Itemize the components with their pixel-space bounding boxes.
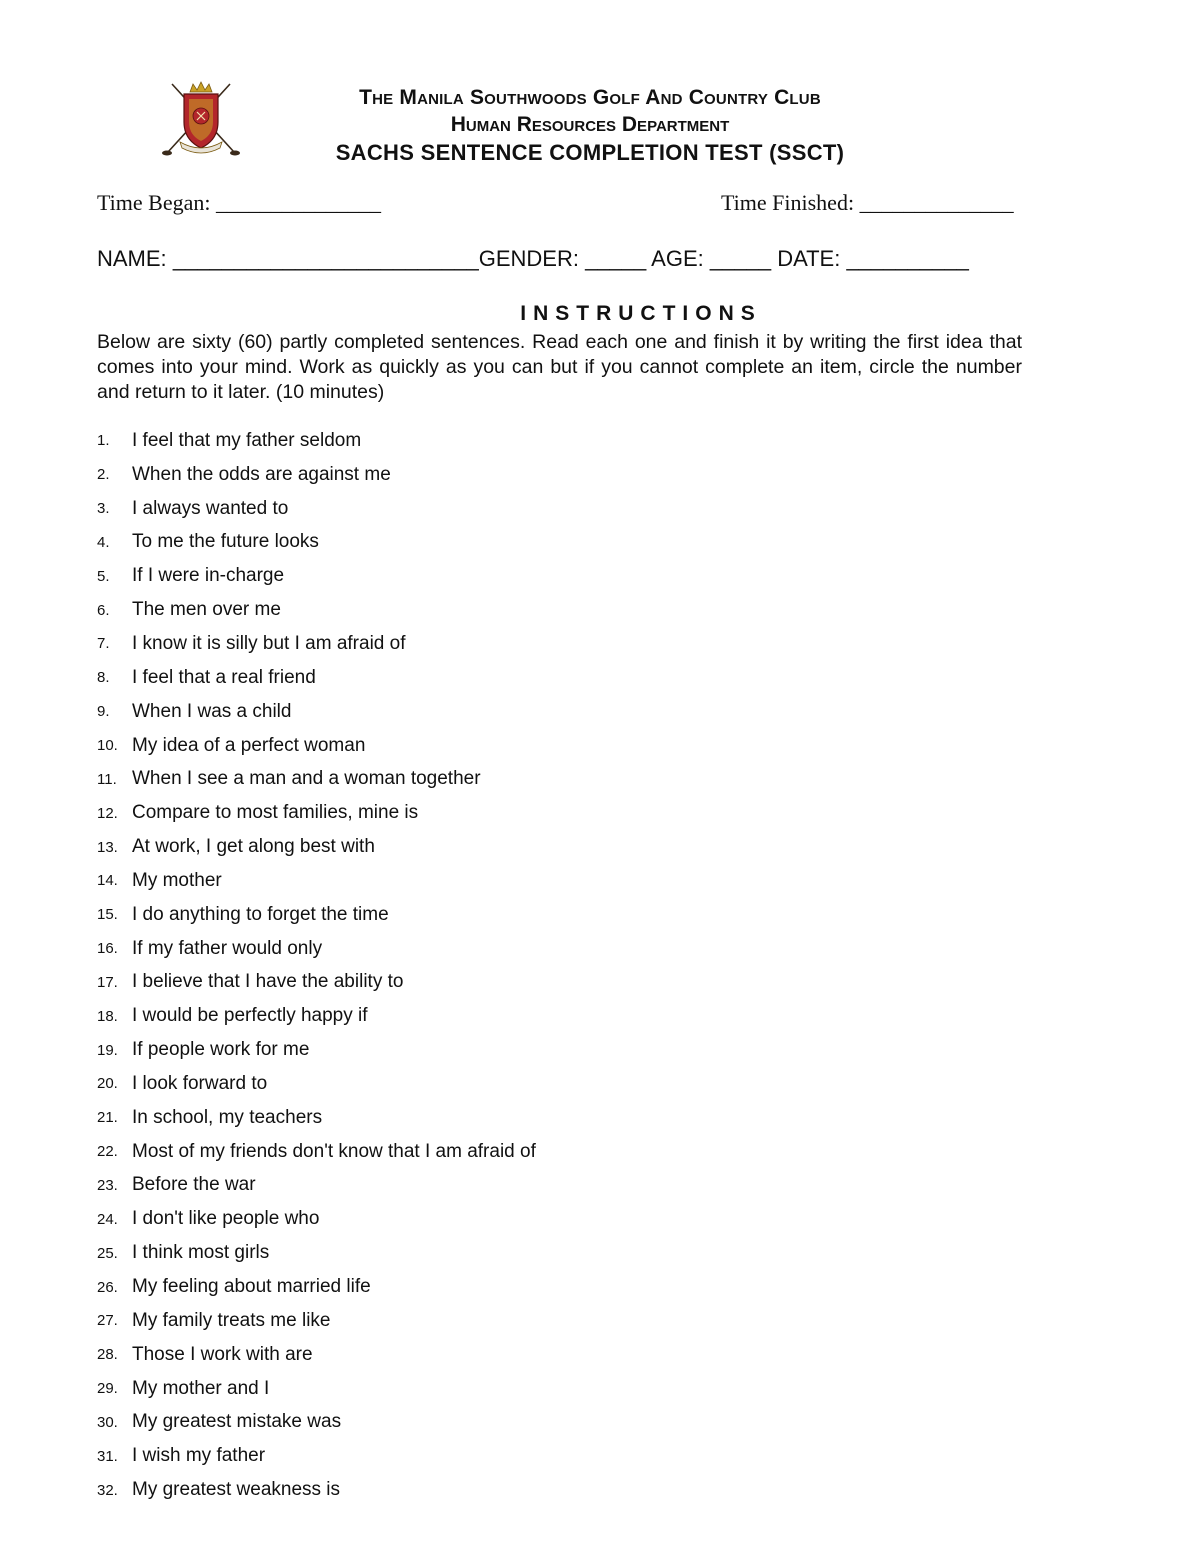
age-label: AGE:	[651, 246, 704, 271]
item-text: My greatest weakness is	[132, 1479, 341, 1501]
item-number: 32.	[97, 1481, 118, 1499]
item-text: I think most girls	[132, 1242, 270, 1264]
item-number: 3.	[97, 500, 110, 518]
item-text: My idea of a perfect woman	[132, 734, 366, 756]
item-number: 7.	[97, 635, 110, 653]
item-number: 18.	[97, 1007, 118, 1025]
item-text: I feel that a real friend	[132, 666, 316, 688]
instructions-title: INSTRUCTIONS	[520, 302, 762, 325]
item-number: 23.	[97, 1176, 118, 1194]
instructions-body: Below are sixty (60) partly completed sentences. Read each one and finish it by writing the first idea that comes into your mind. Work as quickly as you can but if you cannot complete an item, circle the number and return to it later. (10 minutes)	[97, 331, 1022, 403]
item-number: 31.	[97, 1447, 118, 1465]
item-text: I look forward to	[132, 1072, 268, 1094]
sentence-item[interactable]	[97, 762, 997, 796]
sentence-item[interactable]	[97, 1372, 997, 1406]
sentence-item[interactable]	[97, 661, 997, 695]
item-number: 15.	[97, 906, 118, 924]
sentence-item[interactable]	[97, 458, 997, 492]
item-number: 13.	[97, 838, 118, 856]
item-text: Most of my friends don't know that I am afraid of	[132, 1140, 536, 1162]
item-text: When I see a man and a woman together	[132, 768, 481, 790]
sentence-list	[97, 424, 997, 1507]
item-text: I always wanted to	[132, 497, 289, 519]
sentence-item[interactable]	[97, 492, 997, 526]
document-header	[250, 84, 930, 168]
sentence-item[interactable]	[97, 1169, 997, 1203]
item-number: 27.	[97, 1312, 118, 1330]
sentence-item[interactable]	[97, 1439, 997, 1473]
time-finished-blank[interactable]: ______________	[859, 190, 1014, 215]
item-text: My mother	[132, 869, 222, 891]
date-blank[interactable]: __________	[846, 246, 969, 271]
item-number: 1.	[97, 432, 110, 450]
item-text: If people work for me	[132, 1039, 310, 1061]
gender-label: GENDER:	[478, 246, 579, 271]
club-crest-icon	[160, 78, 242, 158]
sentence-item[interactable]	[97, 999, 997, 1033]
age-blank[interactable]: _____	[709, 246, 772, 271]
item-number: 5.	[97, 567, 110, 585]
item-text: When I was a child	[132, 700, 292, 722]
item-number: 22.	[97, 1143, 118, 1161]
time-began-blank[interactable]: _______________	[215, 190, 381, 215]
item-text: Before the war	[132, 1174, 256, 1196]
sentence-item[interactable]	[97, 830, 997, 864]
sentence-item[interactable]	[97, 1067, 997, 1101]
sentence-item[interactable]	[97, 1135, 997, 1169]
sentence-item[interactable]	[97, 1270, 997, 1304]
item-text: I wish my father	[132, 1445, 266, 1467]
sentence-item[interactable]	[97, 1101, 997, 1135]
sentence-item[interactable]	[97, 898, 997, 932]
item-text: Compare to most families, mine is	[132, 802, 419, 824]
item-number: 6.	[97, 601, 110, 619]
item-text: I know it is silly but I am afraid of	[132, 632, 406, 654]
item-number: 29.	[97, 1380, 118, 1398]
item-text: When the odds are against me	[132, 463, 391, 485]
name-blank[interactable]: _________________________	[172, 246, 479, 271]
item-number: 10.	[97, 737, 118, 755]
item-number: 30.	[97, 1413, 118, 1431]
item-number: 20.	[97, 1075, 118, 1093]
item-text: I don't like people who	[132, 1208, 320, 1230]
sentence-item[interactable]	[97, 864, 997, 898]
sentence-item[interactable]	[97, 424, 997, 458]
sentence-item[interactable]	[97, 1202, 997, 1236]
sentence-item[interactable]	[97, 796, 997, 830]
item-number: 11.	[97, 770, 117, 788]
time-began-label: Time Began:	[97, 190, 211, 215]
sentence-item[interactable]	[97, 593, 997, 627]
department-name: Human Resources Department	[450, 113, 730, 136]
item-number: 8.	[97, 669, 110, 687]
item-text: I believe that I have the ability to	[132, 971, 404, 993]
item-number: 19.	[97, 1041, 118, 1059]
date-label: DATE:	[777, 246, 841, 271]
item-text: To me the future looks	[132, 531, 319, 553]
item-text: My mother and I	[132, 1377, 270, 1399]
sentence-item[interactable]	[97, 627, 997, 661]
sentence-item[interactable]	[97, 1304, 997, 1338]
item-number: 9.	[97, 703, 110, 721]
sentence-item[interactable]	[97, 1033, 997, 1067]
test-title: SACHS SENTENCE COMPLETION TEST (SSCT)	[335, 140, 845, 165]
item-number: 17.	[97, 973, 118, 991]
sentence-item[interactable]	[97, 1338, 997, 1372]
sentence-item[interactable]	[97, 1236, 997, 1270]
item-number: 26.	[97, 1278, 118, 1296]
item-text: I feel that my father seldom	[132, 429, 362, 451]
item-number: 4.	[97, 533, 110, 551]
sentence-item[interactable]	[97, 729, 997, 763]
item-text: I would be perfectly happy if	[132, 1005, 368, 1027]
item-text: If I were in-charge	[132, 565, 285, 587]
item-number: 28.	[97, 1346, 118, 1364]
sentence-item[interactable]	[97, 559, 997, 593]
item-text: If my father would only	[132, 937, 323, 959]
sentence-item[interactable]	[97, 695, 997, 729]
sentence-item[interactable]	[97, 932, 997, 966]
item-text: My feeling about married life	[132, 1276, 371, 1298]
club-name: The Manila Southwoods Golf And Country Club	[359, 86, 821, 109]
item-text: I do anything to forget the time	[132, 903, 389, 925]
gender-blank[interactable]: _____	[585, 246, 647, 271]
time-finished-label: Time Finished:	[721, 190, 855, 215]
item-text: Those I work with are	[132, 1343, 313, 1365]
item-number: 25.	[97, 1244, 118, 1262]
item-text: My greatest mistake was	[132, 1411, 342, 1433]
time-began-field[interactable]	[97, 190, 381, 216]
item-text: My family treats me like	[132, 1309, 331, 1331]
item-number: 16.	[97, 940, 118, 958]
item-text: In school, my teachers	[132, 1106, 323, 1128]
time-finished-field[interactable]	[721, 190, 1014, 216]
item-number: 2.	[97, 466, 110, 484]
personal-info-fields	[97, 246, 969, 272]
name-label: NAME:	[97, 246, 167, 271]
item-text: The men over me	[132, 599, 281, 621]
item-number: 12.	[97, 804, 118, 822]
item-number: 14.	[97, 872, 118, 890]
item-text: At work, I get along best with	[132, 836, 375, 858]
sentence-item[interactable]	[97, 1405, 997, 1439]
sentence-item[interactable]	[97, 526, 997, 560]
item-number: 24.	[97, 1210, 118, 1228]
item-number: 21.	[97, 1109, 118, 1127]
sentence-item[interactable]	[97, 966, 997, 1000]
sentence-item[interactable]	[97, 1473, 997, 1507]
